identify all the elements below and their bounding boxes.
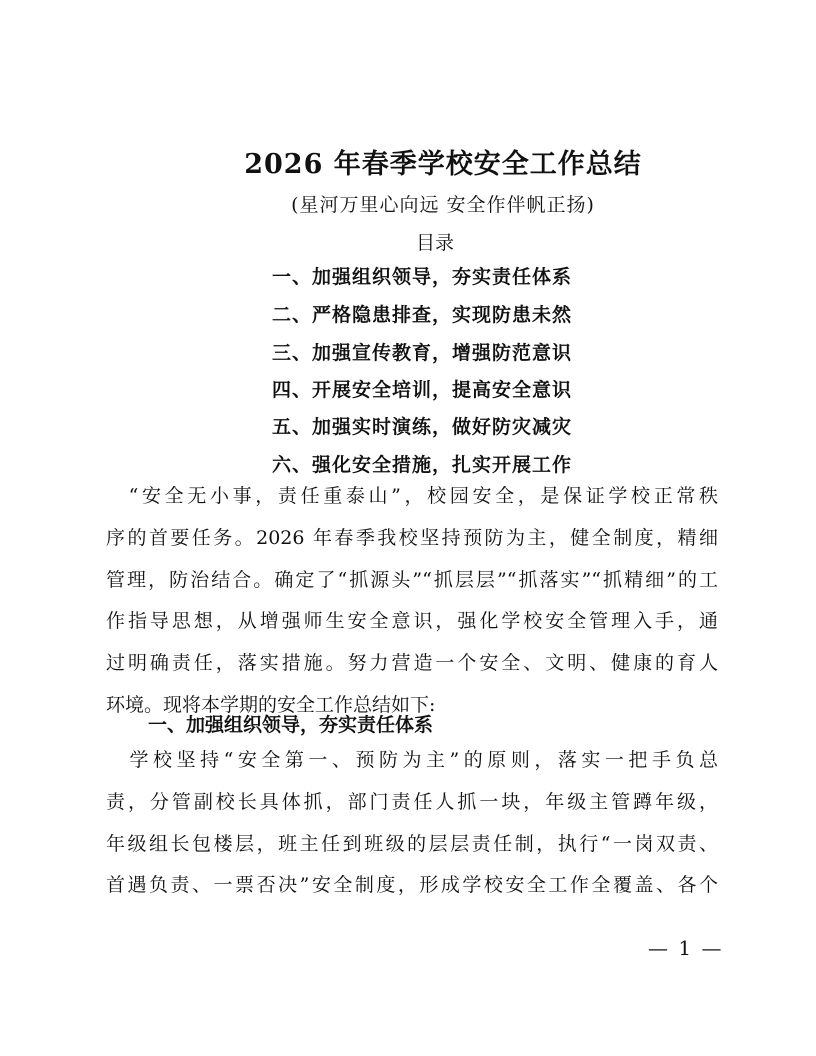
paragraph-line: 首遇负责、一票否决”安全制度，形成学校安全工作全覆盖、各个 [106,874,718,897]
paragraph-line: 管理，防治结合。确定了“抓源头”“抓层层”“抓落实”“抓精细”的工 [106,568,718,591]
toc-item-5: 五、加强实时演练，做好防灾减灾 [272,416,573,438]
paragraph-line: 序的首要任务。2026 年春季我校坚持预防为主，健全制度，精细 [106,526,718,549]
paragraph-line: 作指导思想，从增强师生安全意识，强化学校安全管理入手，通 [106,610,718,633]
page-number: — 1 — [648,936,724,960]
paragraph-line: 过明确责任，落实措施。努力营造一个安全、文明、健康的育人 [106,652,718,675]
toc-item-1: 一、加强组织领导，夯实责任体系 [272,266,573,288]
paragraph-line: 年级组长包楼层，班主任到班级的层层责任制，执行“一岗双责、 [106,832,718,855]
paragraph-line: 环境。现将本学期的安全工作总结如下: [106,693,436,716]
section-1-paragraph [106,740,718,907]
document-subtitle: (星河万里心向远 安全作伴帆正扬) [291,194,595,216]
paragraph-line: 责，分管副校长具体抓，部门责任人抓一块，年级主管蹲年级， [106,790,718,813]
document-title: 2026 年春季学校安全工作总结 [244,149,642,180]
intro-paragraph [106,476,718,727]
toc-item-2: 二、严格隐患排查，实现防患未然 [272,304,573,326]
toc-item-3: 三、加强宣传教育，增强防范意识 [272,342,573,364]
section-1-heading: 一、加强组织领导，夯实责任体系 [148,714,434,736]
paragraph-line: 学校坚持“安全第一、预防为主”的原则，落实一把手负总 [106,749,718,771]
toc-heading: 目录 [415,232,454,254]
paragraph-line: “安全无小事，责任重泰山”，校园安全，是保证学校正常秩 [106,485,718,507]
toc-item-6: 六、强化安全措施，扎实开展工作 [272,454,573,476]
toc-item-4: 四、开展安全培训，提高安全意识 [272,379,573,401]
